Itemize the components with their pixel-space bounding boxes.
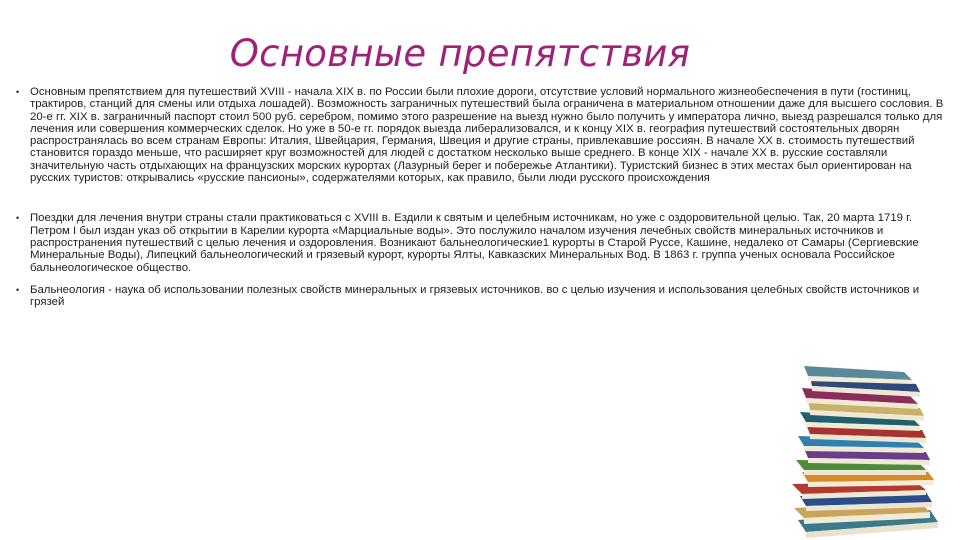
bullet-text: Основным препятствием для путешествий XVIII - начала XIX в. по России были плохие дороги, отсутствие условий нормального жизнеобеспечения в пути (гостиниц, трактиров, станций для смены или отдыха лошадей). Возможность заграничных путешествий была ограничена в материальном отношении даже для высшего сословия. В 20-е гг. XIX в. заграничный паспорт стоил 500 руб. серебром, помимо этого разрешение на выезд нужно было получить у императора лично, выезд разрешался только для лечения или совершения коммерческих сделок. Но уже в 50-е гг. порядок выезда либерализовался, и к концу XIX в. география путешествий состоятельных дворян распространялась во всем странам Европы: Италия, Швейцария, Германия, Швеция и другие страны, привлекавшие россиян. В начале XX в. стоимость путешествий становится гораздо меньше, что расширяет круг возможностей для людей с достатком несколько выше среднего. В конце XIX - начале XX в. русские составляли значительную часть отдыхающих на французских морских курортах (Лазурный берег и побережье Атлантики). Туристский бизнес в этих местах был ориентирован на русских туристов: открывались «русские пансионы», содержателями которых, как правило, были люди русского происхождения [30,86,944,185]
bullet-text: Бальнеология - наука об использовании полезных свойств минеральных и грязевых источников. во с целью изучения и использования целебных свойств источников и грязей [30,283,920,309]
bullet-list [12,86,954,308]
books-stack-image [780,360,960,540]
bullet-text: Поездки для лечения внутри страны стали практиковаться с XVIII в. Ездили к святым и целебным источникам, но уже с оздоровительной целью. Так, 20 марта 1719 г. Петром I был издан указ об открытии в Карелии курорта «Марциальные воды». Это послужило началом изучения лечебных свойств минеральных источников и распространения путешествий с целью лечения и оздоровления. Возникают бальнеологические1 курорты в Старой Руссе, Кашине, недалеко от Самары (Сергиевские Минеральные Воды), Липецкий бальнеологический и грязевый курорт, курорты Ялты, Кавказских Минеральных Вод. В 1863 г. группа ученых основала Российское бальнеологическое общество. [30,212,919,274]
bullet-dot-icon: • [16,87,20,97]
book-icon [804,366,912,384]
bullet-item-balneology [12,284,954,309]
bullet-dot-icon: • [16,284,20,295]
bullet-dot-icon: • [16,213,20,224]
bullet-item-health-trips [12,212,954,273]
slide-title: Основные препятствия [229,32,691,75]
bullet-item-obstacles [12,86,954,184]
